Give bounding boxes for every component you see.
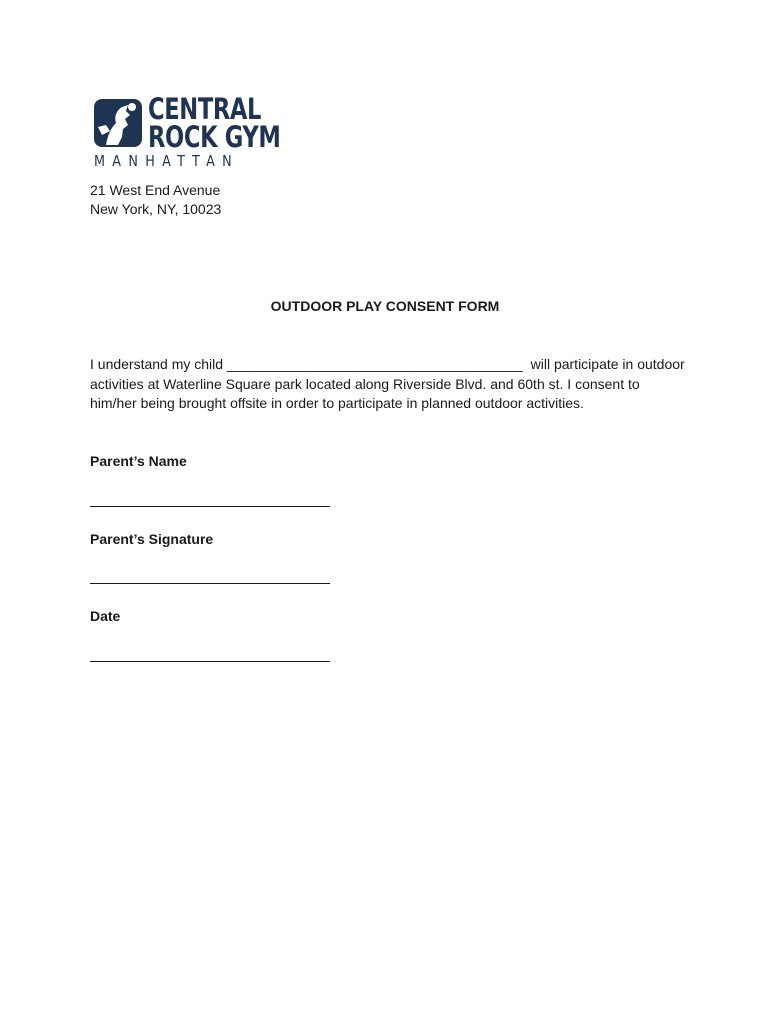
parent-name-signature-line[interactable] — [90, 506, 330, 507]
logo-subtitle: MANHATTAN — [94, 152, 240, 170]
date-label: Date — [90, 608, 121, 624]
climber-icon — [92, 97, 144, 149]
consent-statement — [90, 355, 690, 414]
form-title: OUTDOOR PLAY CONSENT FORM — [270, 298, 500, 314]
parent-name-label: Parent’s Name — [90, 453, 187, 469]
company-logo — [92, 92, 281, 175]
consent-statement-line: I understand my child ______________________________________ will participate in outdoor — [90, 356, 685, 372]
logo-wordmark-line1: CENTRAL — [148, 92, 262, 126]
logo-wordmark-line2: ROCK GYM — [148, 120, 281, 154]
parent-signature-label: Parent’s Signature — [90, 531, 214, 547]
consent-statement-line: him/her being brought offsite in order to participate in planned outdoor activities. — [90, 395, 584, 411]
address-line-1: 21 West End Avenue — [90, 182, 221, 198]
parent-signature-line[interactable] — [90, 583, 330, 584]
consent-statement-line: activities at Waterline Square park located along Riverside Blvd. and 60th st. I consent to — [90, 375, 640, 392]
date-line[interactable] — [90, 661, 330, 662]
address-line-2: New York, NY, 10023 — [90, 201, 222, 217]
